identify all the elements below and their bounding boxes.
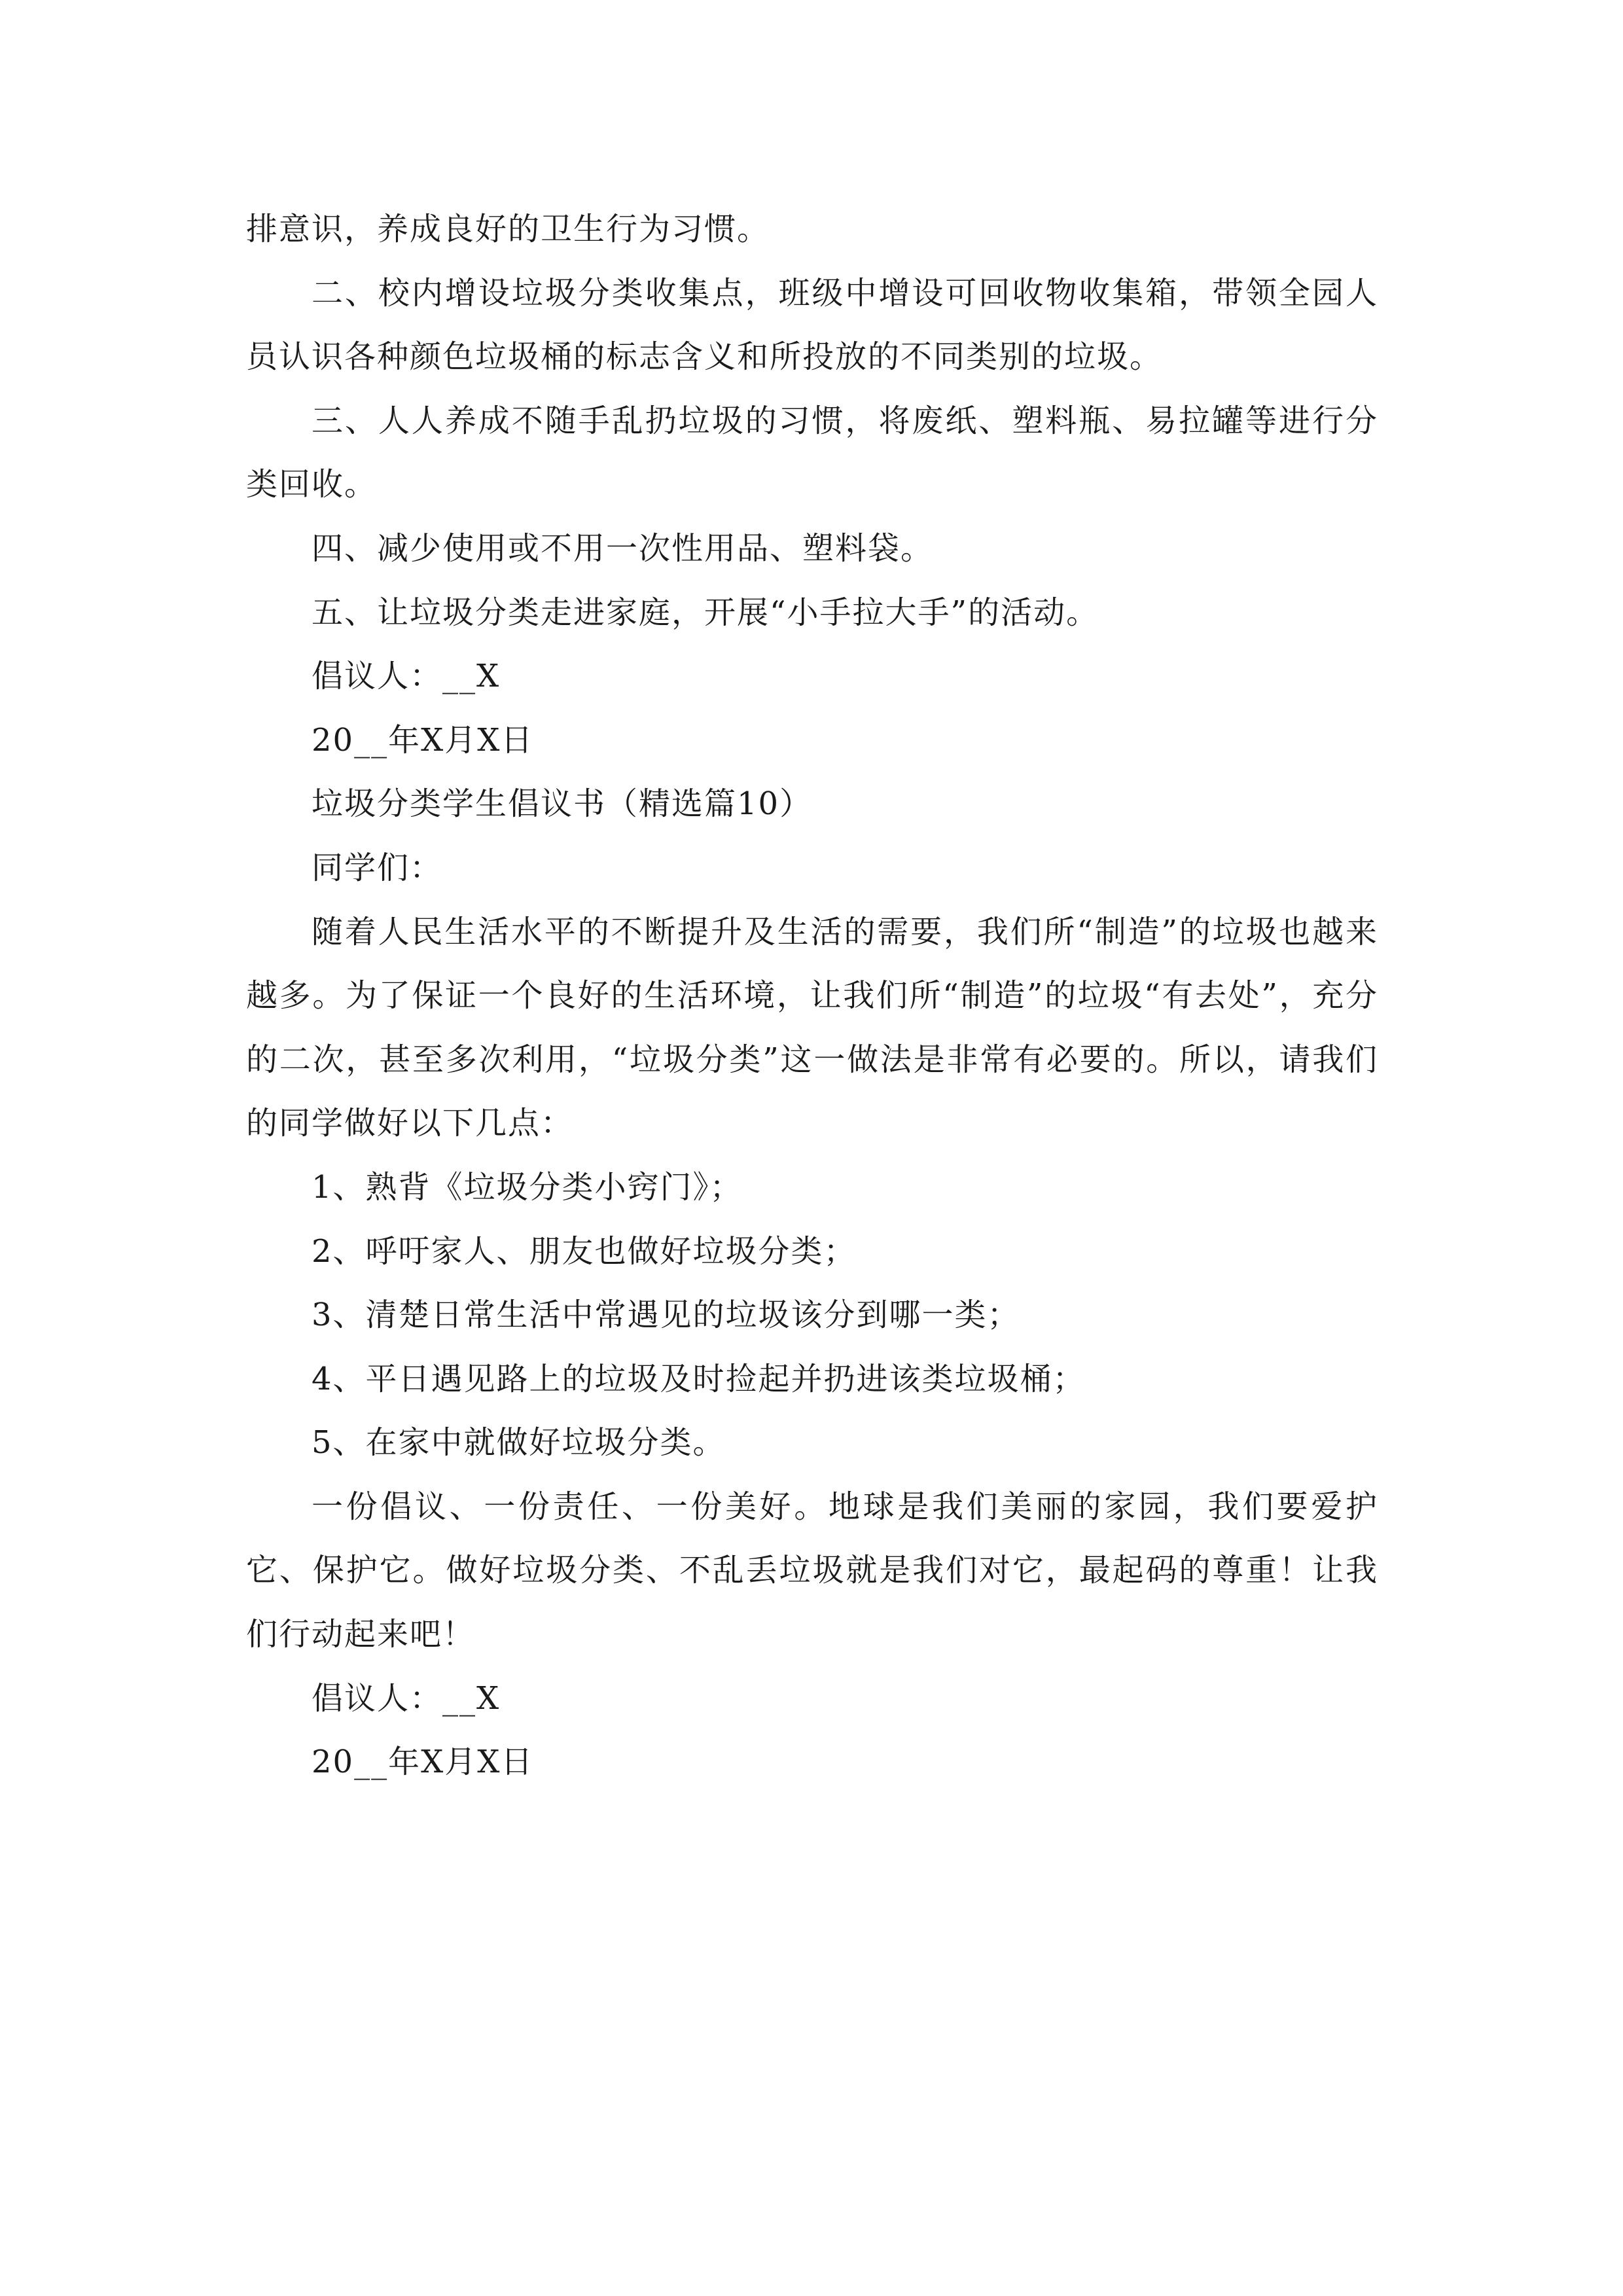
date-line: 20__年X月X日 (312, 721, 534, 759)
list-item-4: 4、平日遇见路上的垃圾及时捡起并扔进该类垃圾桶； (312, 1360, 1086, 1397)
signature-line: 倡议人：__X (312, 1679, 501, 1717)
paragraph-item-four: 四、减少使用或不用一次性用品、塑料袋。 (312, 529, 934, 567)
salutation: 同学们： (312, 849, 443, 886)
paragraph-continuation: 排意识，养成良好的卫生行为习惯。 (246, 211, 770, 247)
list-item-3: 3、清楚日常生活中常遇见的垃圾该分到哪一类； (312, 1297, 1020, 1334)
paragraph-item-five: 五、让垃圾分类走进家庭，开展“小手拉大手”的活动。 (312, 594, 1099, 631)
paragraph-item-two: 二、校内增设垃圾分类收集点，班级中增设可回收物收集箱，带领全园人员认识各种颜色垃圾桶的标志含义和所投放的不同类别的垃圾。 (246, 274, 1378, 376)
list-item-5: 5、在家中就做好垃圾分类。 (312, 1424, 726, 1462)
section-title: 垃圾分类学生倡议书（精选篇10） (312, 785, 813, 823)
paragraph-closing: 一份倡议、一份责任、一份美好。地球是我们美丽的家园，我们要爱护它、保护它。做好垃圾分类、不乱丢垃圾就是我们对它，最起码的尊重！让我们行动起来吧！ (246, 1488, 1378, 1653)
document-body (246, 198, 1378, 1795)
paragraph-intro: 随着人民生活水平的不断提升及生活的需要，我们所“制造”的垃圾也越来越多。为了保证一个良好的生活环境，让我们所“制造”的垃圾“有去处”，充分的二次，甚至多次利用，“垃圾分类”这一做法是非常有必要的。所以，请我们的同学做好以下几点： (246, 913, 1378, 1142)
list-item-1: 1、熟背《垃圾分类小窍门》； (312, 1168, 743, 1206)
date-line: 20__年X月X日 (312, 1744, 534, 1781)
signature-line: 倡议人：__X (312, 658, 501, 695)
paragraph-item-three: 三、人人养成不随手乱扔垃圾的习惯，将废纸、塑料瓶、易拉罐等进行分类回收。 (246, 402, 1378, 503)
list-item-2: 2、呼吁家人、朋友也做好垃圾分类； (312, 1232, 857, 1270)
